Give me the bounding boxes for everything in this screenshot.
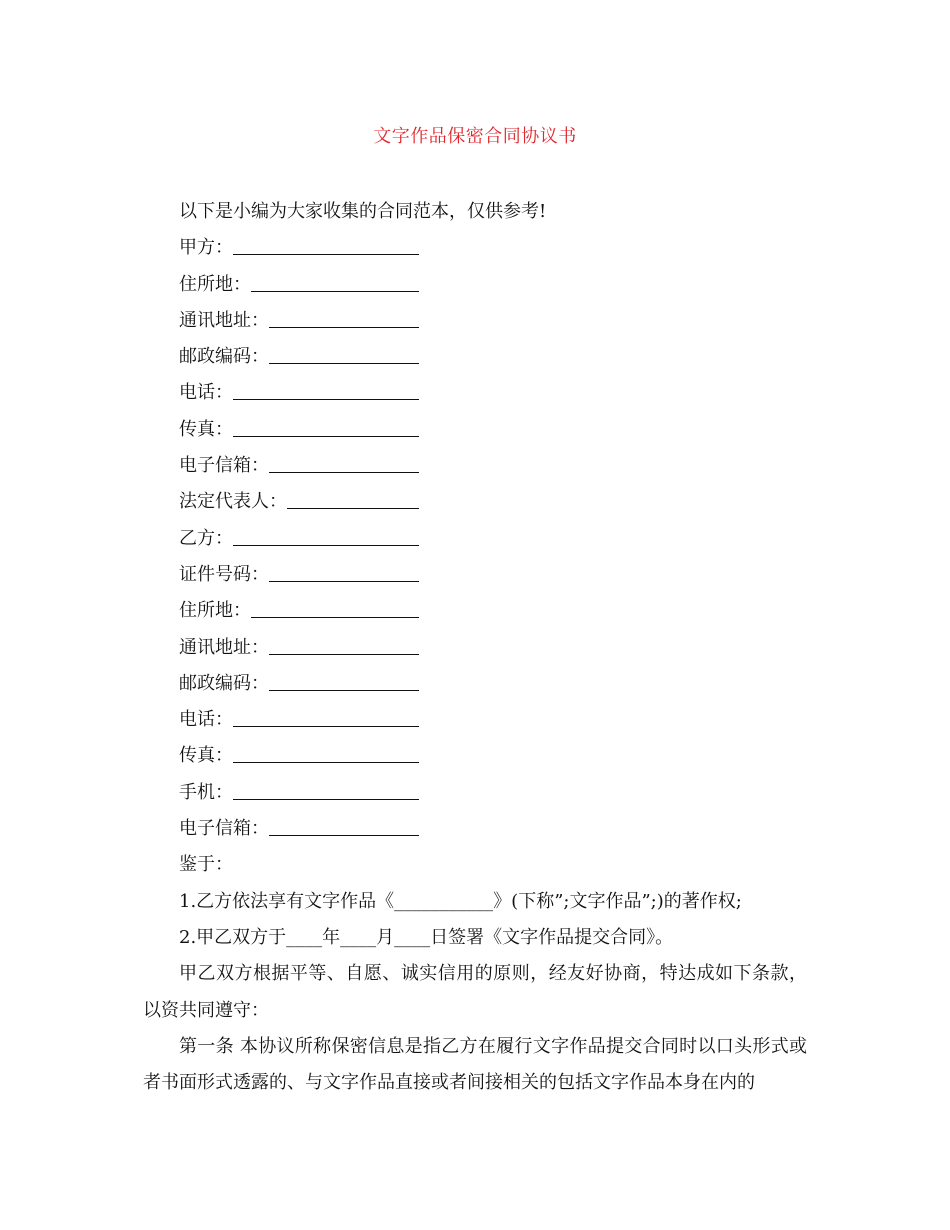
- blank-line: [269, 817, 419, 836]
- blank-line: [269, 672, 419, 691]
- party-b-email-field: [143, 811, 807, 847]
- party-b-id-number-field: [143, 557, 807, 593]
- blank-line: [269, 309, 419, 328]
- blank-line: [233, 744, 419, 763]
- field-label: 电子信箱：: [179, 818, 269, 840]
- party-b-fax-field: [143, 738, 807, 774]
- party-a-address-field: [143, 267, 807, 303]
- blank-line: [251, 273, 419, 292]
- blank-line: [233, 781, 419, 800]
- field-label: 电话：: [179, 382, 233, 404]
- field-label: 电话：: [179, 709, 233, 731]
- party-a-legal-rep-field: [143, 484, 807, 520]
- party-b-name-field: [143, 521, 807, 557]
- blank-line: [233, 236, 419, 255]
- party-b-phone-field: [143, 702, 807, 738]
- party-a-phone-field: [143, 375, 807, 411]
- clause-1: 1.乙方依法享有文字作品《___________》(下称”;文字作品”;)的著作权;: [179, 890, 742, 912]
- field-label: 邮政编码：: [179, 346, 269, 368]
- field-label: 手机：: [179, 781, 233, 803]
- blank-line: [269, 563, 419, 582]
- clause-2: 2.甲乙双方于____年____月____日签署《文字作品提交合同》。: [179, 926, 674, 948]
- field-label: 通讯地址：: [179, 309, 269, 331]
- intro-line: 以下是小编为大家收集的合同范本，仅供参考!: [179, 201, 547, 222]
- field-label: 法定代表人：: [179, 491, 287, 513]
- blank-line: [233, 708, 419, 727]
- party-b-mail-address-field: [143, 630, 807, 666]
- whereas-heading: 鉴于：: [179, 854, 233, 876]
- field-label: 传真：: [179, 745, 233, 767]
- blank-line: [233, 381, 419, 400]
- party-b-mobile-field: [143, 775, 807, 811]
- party-b-address-field: [143, 593, 807, 629]
- field-label: 电子信箱：: [179, 455, 269, 477]
- blank-line: [251, 599, 419, 618]
- party-a-fax-field: [143, 412, 807, 448]
- party-a-mail-address-field: [143, 303, 807, 339]
- field-label: 住所地：: [179, 273, 251, 295]
- document-title: 文字作品保密合同协议书: [373, 126, 577, 147]
- party-a-name-field: [143, 230, 807, 266]
- field-label: 邮政编码：: [179, 672, 269, 694]
- paragraph-principles: 甲乙双方根据平等、自愿、诚实信用的原则，经友好协商，特达成如下条款，以资共同遵守：: [143, 963, 807, 1021]
- blank-line: [269, 454, 419, 473]
- blank-line: [269, 636, 419, 655]
- party-a-postcode-field: [143, 339, 807, 375]
- blank-line: [269, 345, 419, 364]
- field-label: 通讯地址：: [179, 636, 269, 658]
- paragraph-article-1: 第一条 本协议所称保密信息是指乙方在履行文字作品提交合同时以口头形式或者书面形式透露的、与文字作品直接或者间接相关的包括文字作品本身在内的: [143, 1035, 807, 1094]
- field-label: 住所地：: [179, 600, 251, 622]
- field-label: 甲方：: [179, 237, 233, 259]
- field-label: 乙方：: [179, 527, 233, 549]
- party-b-postcode-field: [143, 666, 807, 702]
- field-label: 传真：: [179, 418, 233, 440]
- party-a-email-field: [143, 448, 807, 484]
- blank-line: [287, 490, 419, 509]
- blank-line: [233, 527, 419, 546]
- field-label: 证件号码：: [179, 563, 269, 585]
- document-body: [143, 194, 807, 1101]
- blank-line: [233, 418, 419, 437]
